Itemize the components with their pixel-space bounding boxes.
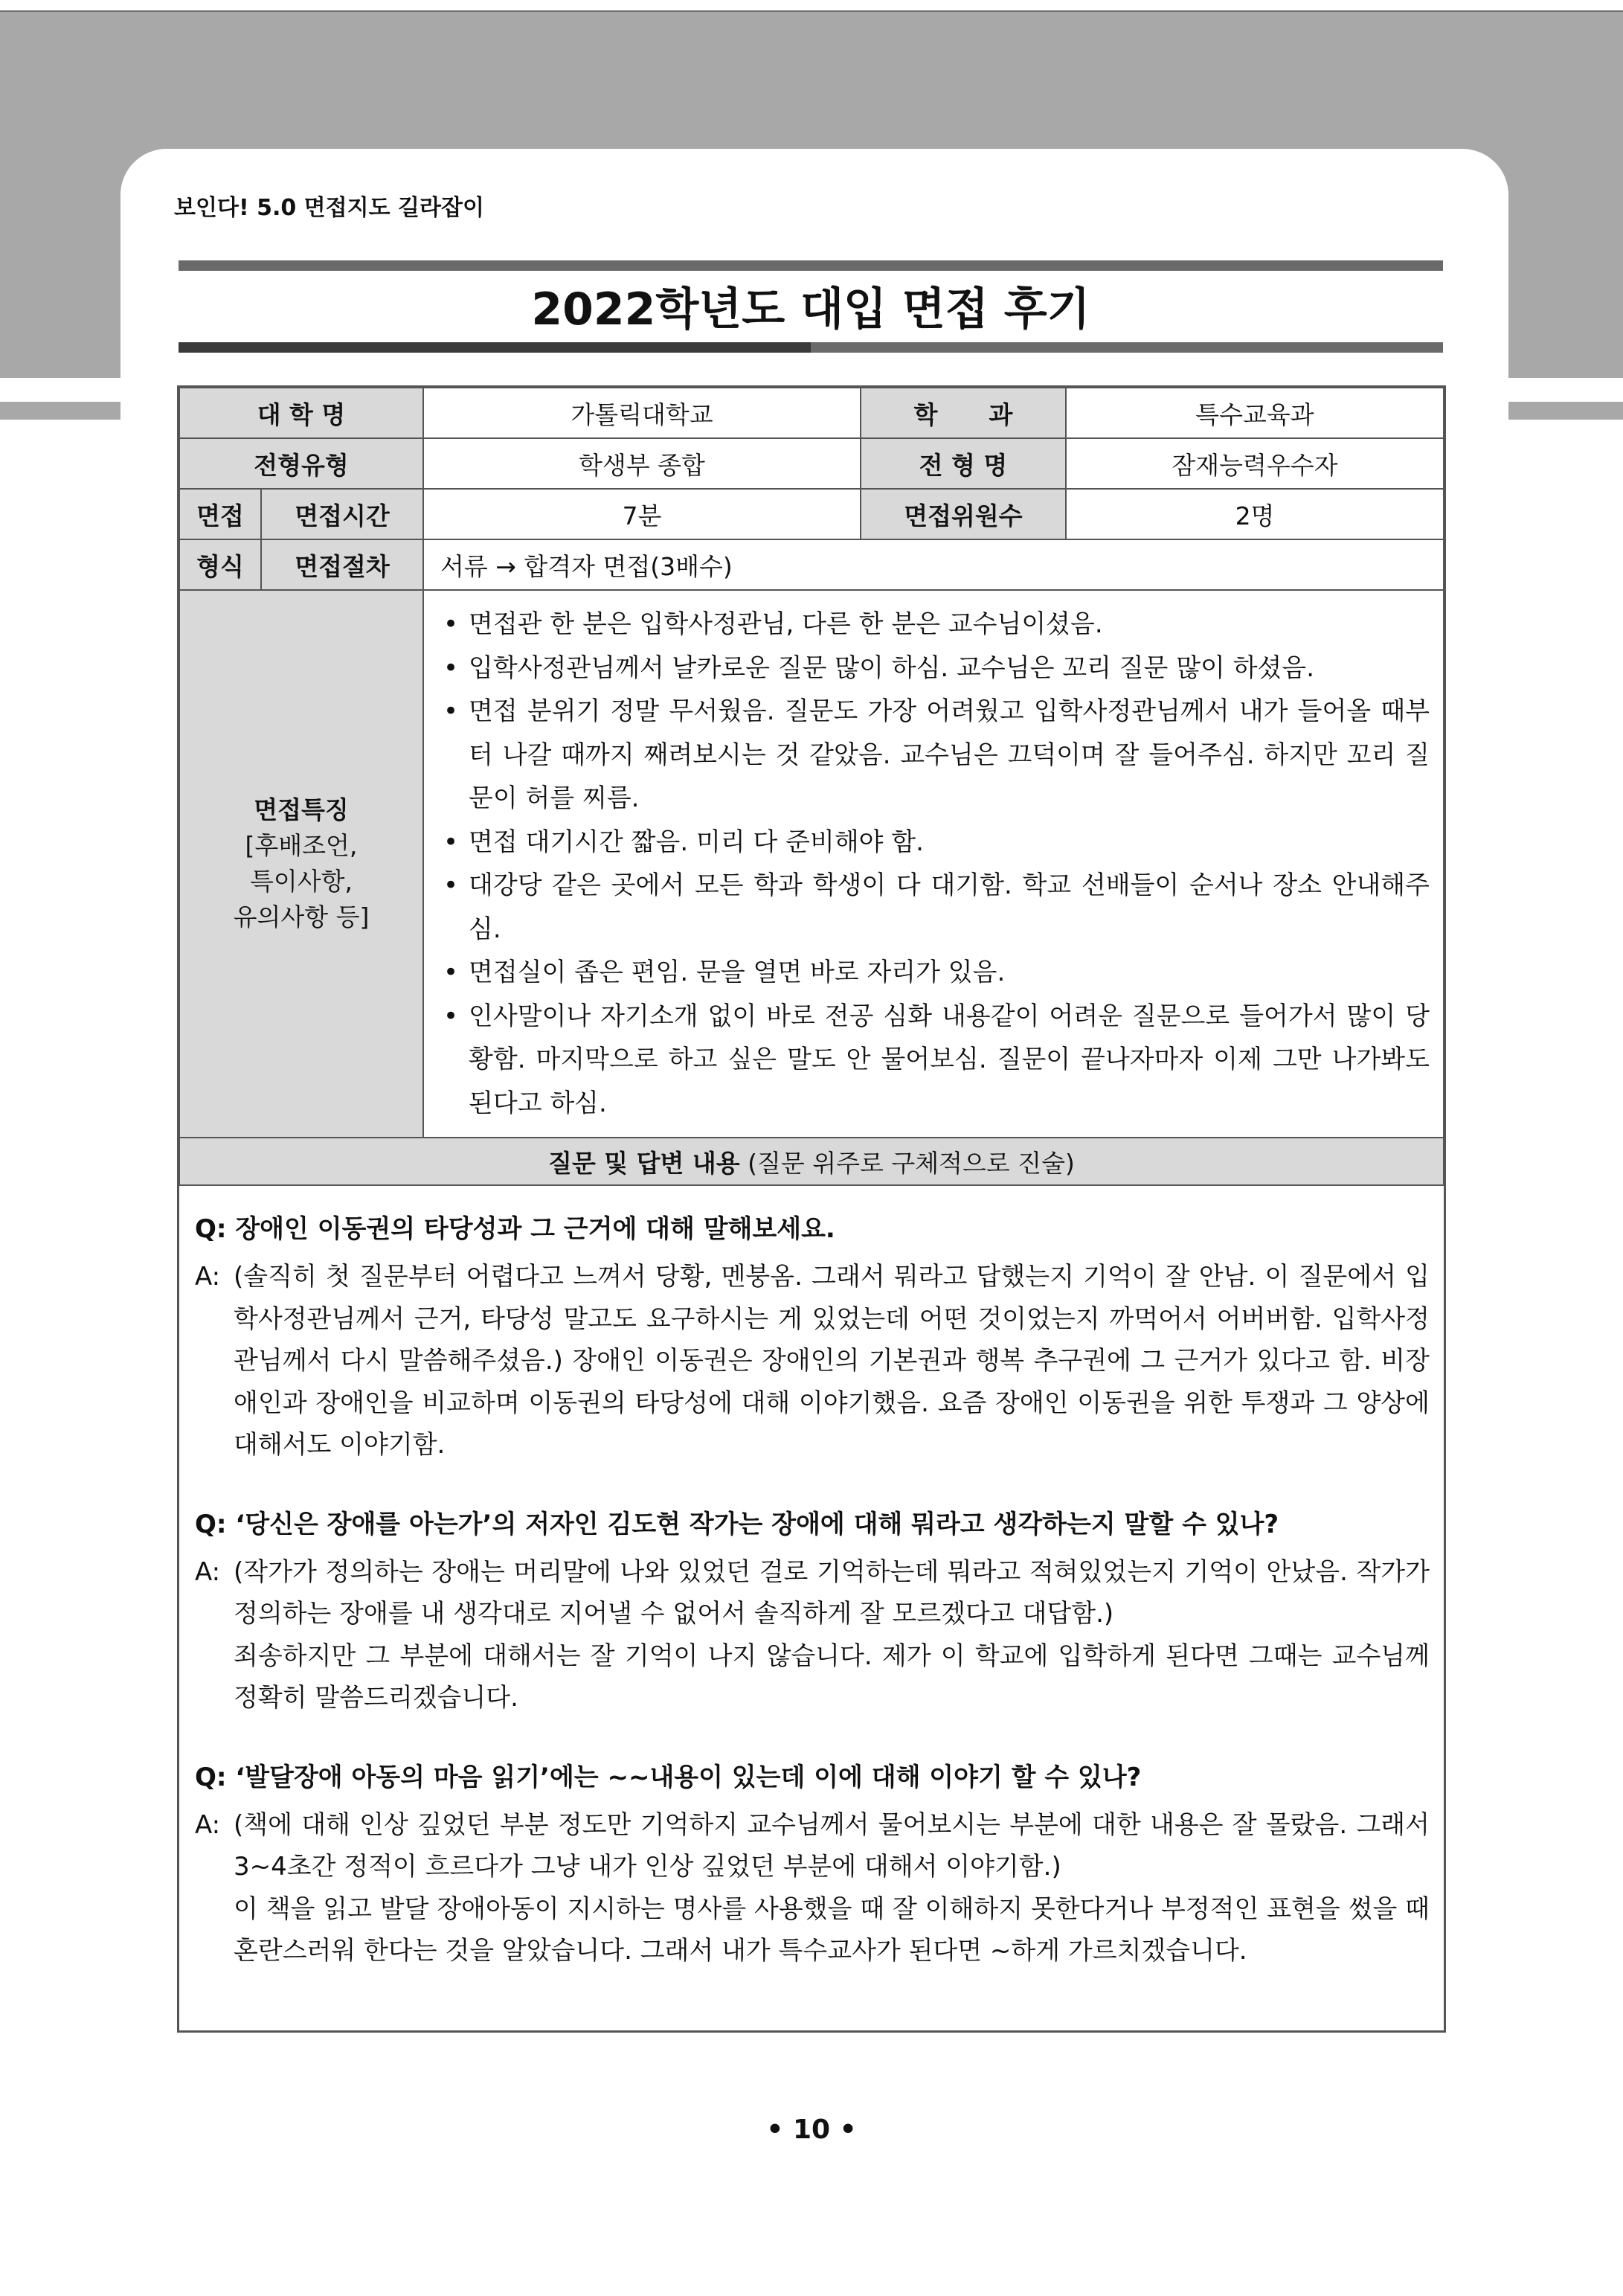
qa-block-1 — [195, 1213, 1430, 1466]
features-label-cell — [179, 590, 423, 1138]
list-item: • 인사말이나 자기소개 없이 바로 전공 심화 내용같이 어려운 질문으로 들어가서 많이 당황함. 마지막으로 하고 싶은 말도 안 물어보심. 질문이 끝나자마자 이제 그만 나가봐도 된다고 하심. — [443, 995, 1430, 1126]
univ-value: 가톨릭대학교 — [423, 388, 861, 438]
page-title: 2022학년도 대입 면접 후기 — [531, 283, 1090, 336]
answer-label: A: — [195, 1556, 221, 1587]
procedure-value: 서류 → 합격자 면접(3배수) — [423, 539, 1444, 590]
question: Q: ‘당신은 장애를 아는가’의 저자인 김도현 작가는 장애에 대해 뭐라고 생각하는지 말할 수 있나? — [195, 1509, 1279, 1539]
features-label: 면접특징 — [254, 795, 349, 824]
table-row — [179, 1138, 1444, 1185]
format-label-2: 형식 — [179, 539, 261, 590]
answer-label: A: — [195, 1262, 221, 1292]
table-row — [179, 388, 1444, 438]
table-row — [179, 590, 1444, 1138]
type-label: 전형유형 — [179, 438, 423, 489]
qa-header-rest: (질문 위주로 구체적으로 진술) — [739, 1148, 1075, 1178]
panel-value: 2명 — [1066, 489, 1444, 539]
answer-text-2: 이 책을 읽고 발달 장애아동이 지시하는 명사를 사용했을 때 잘 이해하지 못한다거나 부정적인 표현을 썼을 때 혼란스러워 한다는 것을 알았습니다. 그래서 내가 특수교사가 된다면 ~하게 가르치겠습니다. — [234, 1893, 1430, 1966]
answer — [195, 1804, 1430, 1972]
features-list — [443, 603, 1430, 1125]
qa-section-header — [179, 1138, 1444, 1185]
title-rule-bottom-right — [811, 342, 1443, 353]
answer-text: (작가가 정의하는 장애는 머리말에 나와 있었던 걸로 기억하는데 뭐라고 적혀있었는지 기억이 안났음. 작가가 정의하는 장애를 내 생각대로 지어낼 수 없어서 솔직하게 잘 모르겠다고 대답함.) — [234, 1556, 1430, 1629]
answer-text: (솔직히 첫 질문부터 어렵다고 느껴서 당황, 멘붕옴. 그래서 뭐라고 답했는지 기억이 잘 안남. 이 질문에서 입학사정관님께서 근거, 타당성 말고도 요구하시는 게 있었는데 어떤 것이었는지 까먹어서 어버버함. 입학사정관님께서 다시 말씀해주셨음.) 장애인 이동권은 장애인의 기본권과 행복 추구권에 그 근거가 있다고 함. 비장애인과 장애인을 비교하며 이동권의 타당성에 대해 이야기했음. 요즘 장애인 이동권을 위한 투쟁과 그 양상에 대해서도 이야기함. — [234, 1262, 1430, 1460]
list-item: • 면접실이 좁은 편임. 문을 열면 바로 자리가 있음. — [443, 951, 1430, 995]
list-item: • 면접 대기시간 짧음. 미리 다 준비해야 함. — [443, 821, 1430, 865]
dept-label: 학 과 — [861, 388, 1066, 438]
list-item: • 면접 분위기 정말 무서웠음. 질문도 가장 어려웠고 입학사정관님께서 내가 들어올 때부터 나갈 때까지 째려보시는 것 같았음. 교수님은 끄덕이며 잘 들어주심. 하지만 꼬리 질문이 허를 찌름. — [443, 690, 1430, 821]
dept-value: 특수교육과 — [1066, 388, 1444, 438]
table-row — [179, 489, 1444, 539]
list-item: • 입학사정관님께서 날카로운 질문 많이 하심. 교수님은 꼬리 질문 많이 하셨음. — [443, 647, 1430, 690]
procedure-label: 면접절차 — [261, 539, 423, 590]
answer-label: A: — [195, 1809, 221, 1840]
answer-text-2: 죄송하지만 그 부분에 대해서는 잘 기억이 나지 않습니다. 제가 이 학교에 입학하게 된다면 그때는 교수님께 정확히 말씀드리겠습니다. — [234, 1641, 1430, 1713]
name-value: 잠재능력우수자 — [1066, 438, 1444, 489]
features-cell — [423, 590, 1444, 1138]
table-row — [179, 539, 1444, 590]
top-edge-line — [0, 10, 1623, 12]
type-value: 학생부 종합 — [423, 438, 861, 489]
qa-header-bold: 질문 및 답변 내용 — [548, 1148, 740, 1178]
side-bar-left — [0, 402, 120, 420]
answer — [195, 1551, 1430, 1719]
name-label: 전 형 명 — [861, 438, 1066, 489]
title-rule-bottom-left — [179, 342, 811, 353]
table-row — [179, 438, 1444, 489]
interview-info-table — [179, 387, 1444, 1186]
time-value: 7분 — [423, 489, 861, 539]
answer-text: (책에 대해 인상 깊었던 부분 정도만 기억하지 교수님께서 물어보시는 부분에 대한 내용은 잘 몰랐음. 그래서 3~4초간 정적이 흐르다가 그냥 내가 인상 깊었던 부분에 대해서 이야기함.) — [234, 1809, 1430, 1882]
features-sub-1: [후배조언, — [245, 831, 358, 860]
question: Q: 장애인 이동권의 타당성과 그 근거에 대해 말해보세요. — [195, 1214, 835, 1244]
running-head: 보인다! 5.0 면접지도 길라잡이 — [174, 195, 484, 221]
list-item: • 면접관 한 분은 입학사정관님, 다른 한 분은 교수님이셨음. — [443, 603, 1430, 647]
qa-block-2 — [195, 1508, 1430, 1719]
qa-block-3 — [195, 1761, 1430, 1972]
panel-label: 면접위원수 — [861, 489, 1066, 539]
question: Q: ‘발달장애 아동의 마음 읽기’에는 ~~내용이 있는데 이에 대해 이야기 할 수 있나? — [195, 1762, 1142, 1792]
features-sub-2: 특이사항, — [249, 867, 353, 896]
qa-area — [195, 1213, 1430, 2014]
title-rule-top — [179, 260, 1443, 271]
list-item: • 대강당 같은 곳에서 모든 학과 학생이 다 대기함. 학교 선배들이 순서나 장소 안내해주심. — [443, 864, 1430, 951]
answer — [195, 1256, 1430, 1466]
time-label: 면접시간 — [261, 489, 423, 539]
page-number: • 10 • — [766, 2114, 857, 2145]
univ-label: 대 학 명 — [179, 388, 423, 438]
features-sub-3: 유의사항 등] — [233, 902, 370, 931]
format-label-1: 면접 — [179, 489, 261, 539]
side-bar-right — [1508, 402, 1623, 420]
